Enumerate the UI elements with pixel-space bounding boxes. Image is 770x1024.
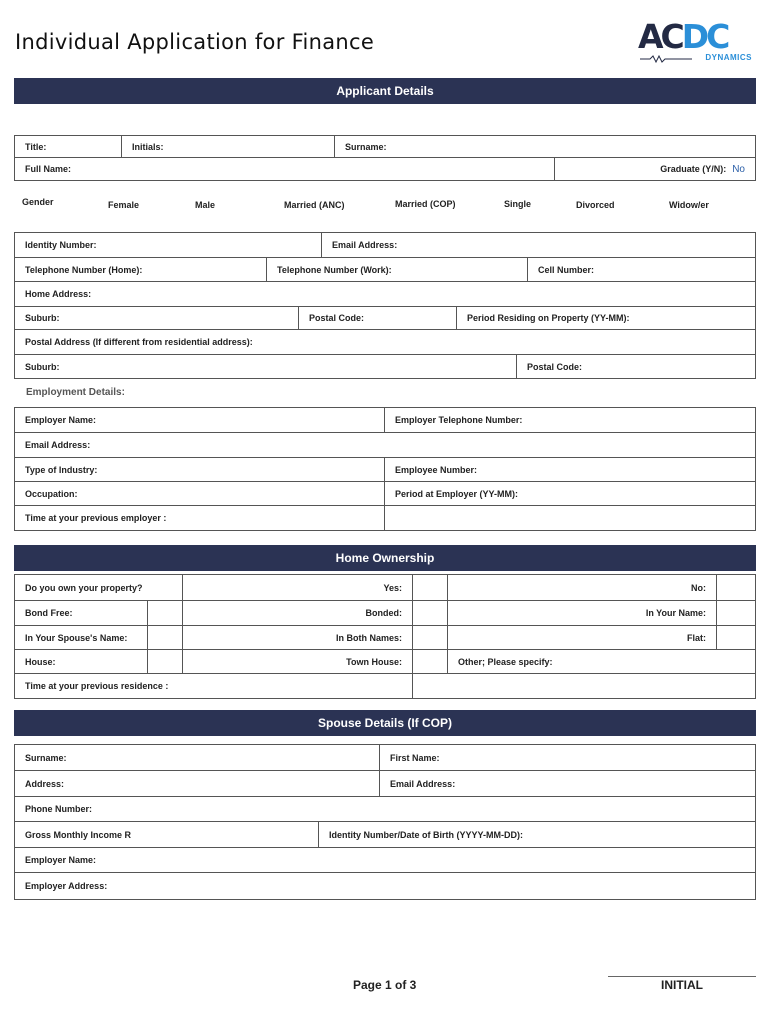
spouse-name-label-cell: [15, 626, 148, 649]
email-address-label: Email Address:: [332, 240, 398, 250]
employer-name-field[interactable]: [15, 408, 385, 432]
surname-label: Surname:: [345, 141, 387, 152]
flat-label: Flat:: [687, 632, 706, 643]
cell-number-field[interactable]: [528, 258, 755, 281]
acdc-dynamics-logo: [638, 17, 754, 64]
previous-residence-label-cell: [15, 674, 413, 698]
bond-free-checkbox[interactable]: [148, 601, 183, 625]
town-house-checkbox[interactable]: [413, 650, 448, 673]
previous-residence-label: Time at your previous residence :: [25, 681, 169, 691]
option-widower[interactable]: Widow/er: [669, 200, 709, 210]
spouse-first-name-label: First Name:: [390, 752, 440, 763]
bonded-label-cell: [183, 601, 413, 625]
tel-home-field[interactable]: [15, 258, 267, 281]
bonded-label: Bonded:: [365, 608, 402, 618]
employment-details-heading: Employment Details:: [26, 387, 125, 398]
employment-table: [14, 407, 756, 531]
option-married-anc[interactable]: Married (ANC): [284, 200, 345, 210]
option-married-cop[interactable]: Married (COP): [395, 199, 456, 209]
option-female[interactable]: Female: [108, 200, 140, 210]
applicant-table-top: [14, 135, 756, 181]
house-label-cell: [15, 650, 148, 673]
no-label-cell: [448, 575, 717, 600]
spouse-email-label: Email Address:: [390, 778, 456, 789]
logo-subtitle: DYNAMICS: [705, 53, 752, 62]
home-ownership-heading: Home Ownership: [14, 545, 756, 571]
spouse-employer-name-field[interactable]: [15, 848, 755, 872]
option-single[interactable]: Single: [504, 199, 532, 209]
tel-work-field[interactable]: [267, 258, 528, 281]
gender-status-row: [14, 195, 756, 217]
no-label: No:: [691, 582, 706, 593]
identity-number-label: Identity Number:: [25, 240, 97, 250]
postal-code-label: Postal Code:: [309, 313, 365, 323]
period-residing-label: Period Residing on Property (YY-MM):: [467, 313, 630, 323]
graduate-label: Graduate (Y/N):: [660, 164, 727, 174]
spouse-employer-name-label: Employer Name:: [25, 855, 97, 865]
page-title: Individual Application for Finance: [15, 30, 375, 54]
town-house-label-cell: [183, 650, 413, 673]
spouse-email-field[interactable]: [380, 771, 755, 796]
spouse-name-label: In Your Spouse's Name:: [25, 632, 128, 643]
initials-field[interactable]: [122, 136, 335, 157]
employee-number-label: Employee Number:: [395, 464, 478, 475]
bonded-checkbox[interactable]: [413, 601, 448, 625]
home-address-field[interactable]: [15, 282, 755, 306]
spouse-address-label: Address:: [25, 778, 65, 789]
both-names-label: In Both Names:: [335, 632, 402, 643]
spouse-phone-label: Phone Number:: [25, 804, 93, 814]
applicant-details-heading: Applicant Details: [14, 78, 756, 104]
yes-label-cell: [183, 575, 413, 600]
other-specify-label: Other; Please specify:: [458, 656, 553, 667]
spouse-phone-field[interactable]: [15, 797, 755, 821]
in-your-name-checkbox[interactable]: [717, 601, 755, 625]
initial-signature-line[interactable]: [608, 976, 756, 977]
period-residing-field[interactable]: [457, 307, 755, 329]
other-specify-field[interactable]: [448, 650, 755, 673]
industry-field[interactable]: [15, 458, 385, 481]
employment-email-label: Email Address:: [25, 440, 91, 450]
house-checkbox[interactable]: [148, 650, 183, 673]
flat-label-cell: [448, 626, 717, 649]
spouse-id-dob-label: Identity Number/Date of Birth (YYYY-MM-DD):: [329, 829, 524, 840]
own-property-label: Do you own your property?: [25, 582, 143, 593]
period-employer-label: Period at Employer (YY-MM):: [395, 488, 519, 499]
bond-free-label-cell: [15, 601, 148, 625]
home-address-label: Home Address:: [25, 289, 92, 299]
occupation-field[interactable]: [15, 482, 385, 505]
applicant-contact-table: [14, 232, 756, 379]
surname-field[interactable]: [335, 136, 755, 157]
spouse-surname-label: Surname:: [25, 752, 67, 763]
spouse-income-field[interactable]: [15, 822, 319, 847]
spouse-address-field[interactable]: [15, 771, 380, 796]
employer-tel-field[interactable]: [385, 408, 755, 432]
tel-work-label: Telephone Number (Work):: [277, 264, 392, 275]
spouse-name-checkbox[interactable]: [148, 626, 183, 649]
town-house-label: Town House:: [346, 656, 402, 667]
previous-residence-input[interactable]: [413, 674, 755, 698]
your-name-label-cell: [448, 601, 717, 625]
yes-label: Yes:: [383, 582, 402, 593]
logo-wave-icon: [640, 55, 692, 63]
bond-free-label: Bond Free:: [25, 608, 73, 618]
postal-code-2-label: Postal Code:: [527, 361, 583, 372]
period-employer-field[interactable]: [385, 482, 755, 505]
title-field[interactable]: [15, 136, 122, 157]
tel-home-label: Telephone Number (Home):: [25, 264, 143, 275]
spouse-surname-field[interactable]: [15, 745, 380, 770]
spouse-id-dob-field[interactable]: [319, 822, 755, 847]
postal-address-label: Postal Address (If different from residential address):: [25, 337, 253, 347]
email-address-field[interactable]: [322, 233, 755, 257]
flat-checkbox[interactable]: [717, 626, 755, 649]
in-your-name-label: In Your Name:: [645, 608, 706, 618]
spouse-first-name-field[interactable]: [380, 745, 755, 770]
industry-label: Type of Industry:: [25, 464, 98, 475]
graduate-field[interactable]: [555, 158, 755, 180]
postal-address-field[interactable]: [15, 330, 755, 354]
both-names-label-cell: [183, 626, 413, 649]
spouse-income-label: Gross Monthly Income R: [25, 829, 132, 840]
initials-label: Initials:: [132, 141, 164, 152]
spouse-employer-address-label: Employer Address:: [25, 881, 108, 891]
spouse-table: [14, 744, 756, 900]
page-number: Page 1 of 3: [353, 978, 417, 992]
previous-employer-input[interactable]: [385, 506, 755, 530]
employer-name-label: Employer Name:: [25, 415, 97, 425]
previous-employer-label: Time at your previous employer :: [25, 513, 167, 523]
yes-checkbox[interactable]: [413, 575, 448, 600]
home-ownership-table: [14, 574, 756, 699]
cell-number-label: Cell Number:: [538, 264, 595, 275]
both-names-checkbox[interactable]: [413, 626, 448, 649]
employment-email-field[interactable]: [15, 433, 755, 457]
title-label: Title:: [25, 141, 47, 152]
no-checkbox[interactable]: [717, 575, 755, 600]
identity-number-field[interactable]: [15, 233, 322, 257]
graduate-value: No: [732, 163, 745, 175]
own-property-label-cell: [15, 575, 183, 600]
gender-label: Gender: [22, 197, 54, 207]
suburb-label: Suburb:: [25, 313, 60, 323]
employer-tel-label: Employer Telephone Number:: [395, 415, 523, 425]
house-label: House:: [25, 656, 56, 667]
spouse-details-heading: Spouse Details (If COP): [14, 710, 756, 736]
suburb-postal-label: Suburb:: [25, 361, 60, 372]
occupation-label: Occupation:: [25, 488, 78, 499]
employee-number-field[interactable]: [385, 458, 755, 481]
suburb-postal-field[interactable]: [15, 355, 517, 378]
logo-text-ac: AC: [638, 17, 682, 56]
option-male[interactable]: Male: [195, 200, 216, 210]
option-divorced[interactable]: Divorced: [576, 200, 615, 210]
spouse-employer-address-field[interactable]: [15, 873, 755, 899]
postal-code-field[interactable]: [299, 307, 457, 329]
suburb-field[interactable]: [15, 307, 299, 329]
previous-employer-field[interactable]: [15, 506, 385, 530]
full-name-field[interactable]: [15, 158, 555, 180]
initial-label: INITIAL: [661, 978, 703, 992]
postal-code-2-field[interactable]: [517, 355, 755, 378]
logo-text-dc: DC: [681, 17, 728, 56]
full-name-label: Full Name:: [25, 164, 72, 174]
